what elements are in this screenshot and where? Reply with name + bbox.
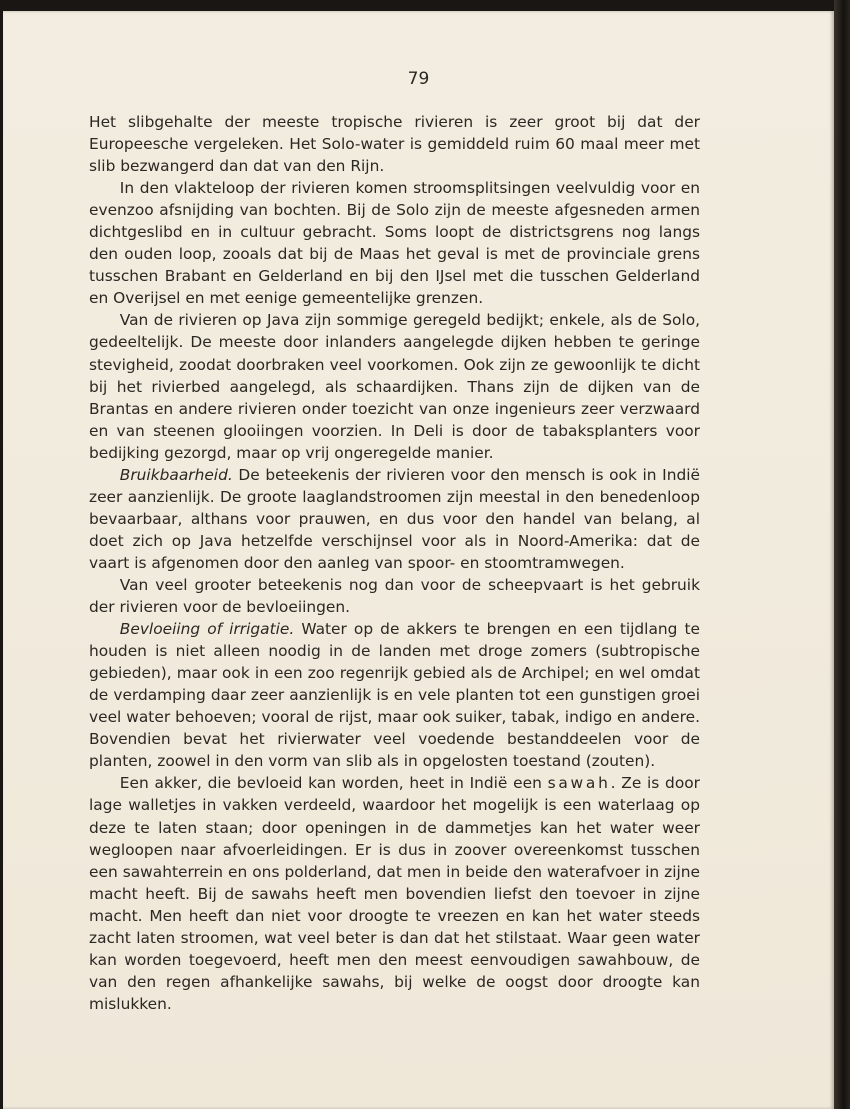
paragraph-bevloeiing-text: Water op de akkers te brengen en een tijdlang te houden is niet alleen noodig in de landen met droge zomers (subtropische gebieden), maar ook in een zoo regenrijk gebied als de Archipel; en wel omdat de verdamping daar zeer aanzienlijk is en vele planten tot een gunstigen groei veel water behoeven; vooral de rijst, maar ook suiker, tabak, indigo en andere. Bovendien bevat het rivierwater veel voedende bestanddeelen voor de planten, zoowel in den vorm van slib als in opgelosten toestand (zouten).	[89, 620, 700, 771]
paragraph-sawah-text-after: . Ze is door lage walletjes in vakken verdeeld, waardoor het mogelijk is een waterlaag op deze te laten staan; door openingen in de dammetjes kan het water weer wegloopen naar afvoerleidingen. Er is dus in zoover overeenkomst tusschen een sawahterrein en ons polderland, dat men in beide den waterafvoer in zijne macht heeft. Bij de sawahs heeft men bovendien liefst den toevoer in zijne macht. Men heeft dan niet voor droogte te vreezen en kan het water steeds zacht laten stroomen, wat veel beter is dan dat het stilstaat. Waar geen water kan worden toegevoerd, heeft men den meest eenvoudigen sawahbouw, de van den regen afhankelijke sawahs, bij welke de oogst door droogte kan mislukken.	[89, 774, 700, 1013]
paragraph-bruikbaarheid-text: De beteekenis der rivieren voor den mensch is ook in Indië zeer aanzienlijk. De groote laaglandstroomen zijn meestal in den benedenloop bevaarbaar, althans voor prauwen, en dus voor den handel van belang, al doet zich op Java hetzelfde verschijnsel voor als in Noord-Amerika: dat de vaart is afgenomen door den aanleg van spoor- en stoomtramwegen.	[89, 465, 700, 572]
paragraph-bruikbaarheid	[89, 464, 700, 574]
paragraph-scheepvaart: Van veel grooter beteekenis nog dan voor de scheepvaart is het gebruik der rivieren voor de bevloeiingen.	[89, 575, 700, 617]
paragraph-sawah-text-before: Een akker, die bevloeid kan worden, heet in Indië een	[119, 774, 548, 793]
paragraph-slibgehalte: Het slibgehalte der meeste tropische rivieren is zeer groot bij dat der Europeesche vergeleken. Het Solo-water is gemiddeld ruim 60 maal meer met slib bezwangerd dan dat van den Rijn.	[89, 113, 700, 176]
paragraph-bedijking: Van de rivieren op Java zijn sommige geregeld bedijkt; enkele, als de Solo, gedeeltelijk. De meeste door inlanders aangelegde dijken hebben te geringe stevigheid, zoodat doorbraken veel voorkomen. Ook zijn ze gewoonlijk te dicht bij het rivierbed aangelegd, als schaardijken. Thans zijn de dijken van de Brantas en andere rivieren onder toezicht van onze ingenieurs zeer verzwaard en van steenen glooiingen voorzien. In Deli is door de tabaksplanters voor bedijking gezorgd, maar op vrij ongeregelde manier.	[89, 311, 700, 462]
book-page	[3, 11, 834, 1109]
paragraph-sawah	[89, 772, 700, 1015]
term-sawah: sawah	[547, 774, 611, 793]
page-edge-shadow	[834, 0, 850, 1109]
section-heading-bevloeiing: Bevloeiing of irrigatie.	[119, 620, 295, 639]
page-body-text	[89, 111, 700, 1015]
paragraph-bevloeiing	[89, 618, 700, 772]
page-number: 79	[407, 69, 430, 89]
paragraph-vlakteloop: In den vlakteloop der rivieren komen stroomsplitsingen veelvuldig voor en evenzoo afsnijding van bochten. Bij de Solo zijn de meeste afgesneden armen dichtgeslibd en in cultuur gebracht. Soms loopt de districtsgrens nog langs den ouden loop, zooals dat bij de Maas het geval is met de provinciale grens tusschen Brabant en Gelderland en bij den IJsel met die tusschen Gelderland en Overijsel en met eenige gemeentelijke grenzen.	[89, 179, 700, 308]
section-heading-bruikbaarheid: Bruikbaarheid.	[119, 465, 233, 484]
